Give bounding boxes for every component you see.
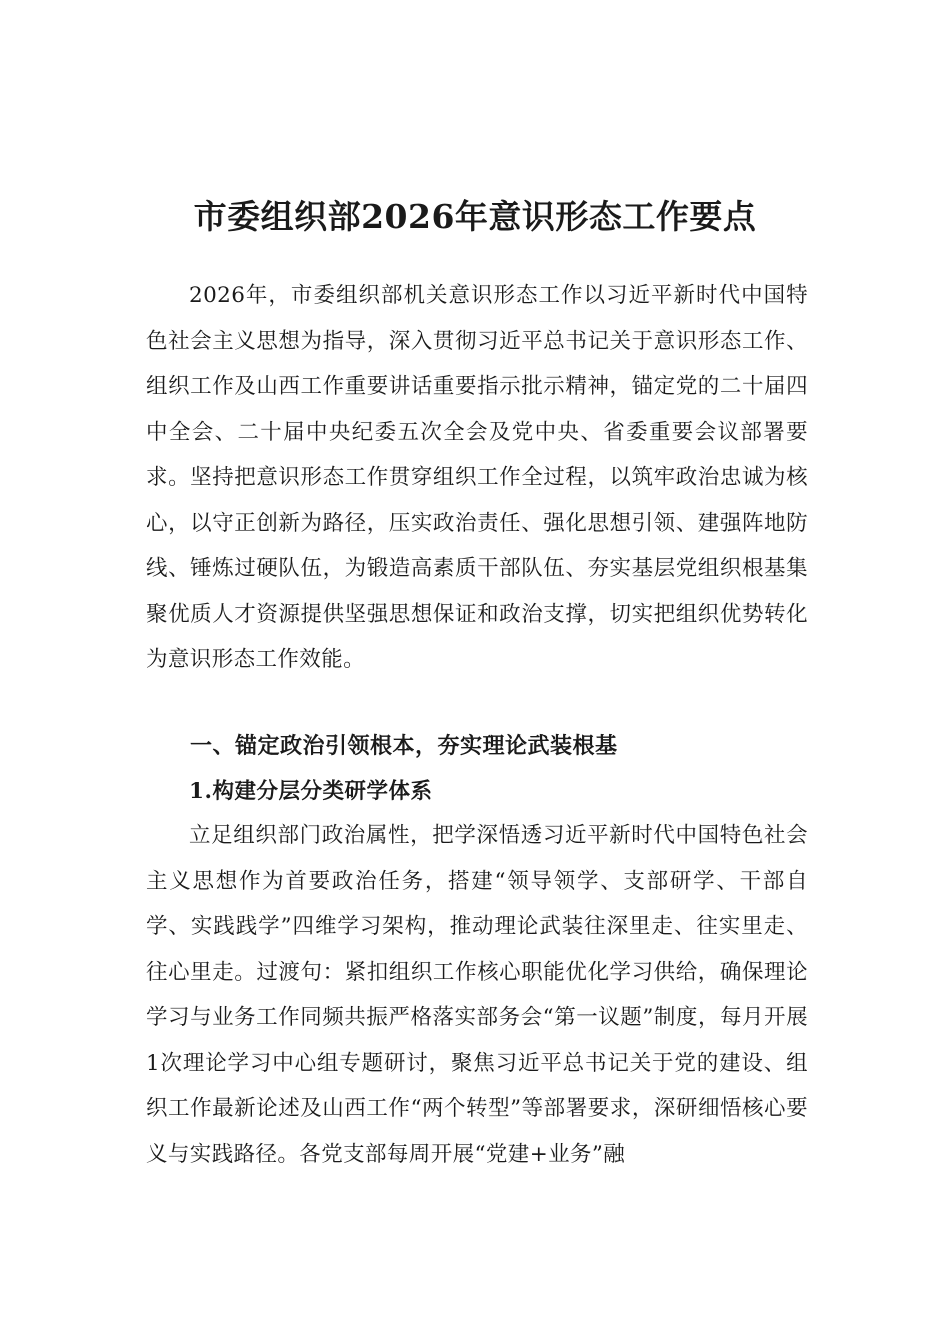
document-title: 市委组织部2026年意识形态工作要点 xyxy=(193,197,757,237)
subsection-1-paragraph: 立足组织部门政治属性，把学深悟透习近平新时代中国特色社会主义思想作为首要政治任务，搭建“领导领学、支部研学、干部自学、实践践学”四维学习架构，推动理论武装往深里走、往实里走、往心里走。过渡句：紧扣组织工作核心职能优化学习供给，确保理论学习与业务工作同频共振严格落实部务会“第一议题”制度，每月开展1次理论学习中心组专题研讨，聚焦习近平总书记关于党的建设、组织工作最新论述及山西工作“两个转型”等部署要求，深研细悟核心要义与实践路径。各党支部每周开展“党建+业务”融 xyxy=(146,823,808,1167)
intro-paragraph: 2026年，市委组织部机关意识形态工作以习近平新时代中国特色社会主义思想为指导，深入贯彻习近平总书记关于意识形态工作、组织工作及山西工作重要讲话重要指示批示精神，锚定党的二十届四中全会、二十届中央纪委五次全会及党中央、省委重要会议部署要求。坚持把意识形态工作贯穿组织工作全过程，以筑牢政治忠诚为核心，以守正创新为路径，压实政治责任、强化思想引领、建强阵地防线、锤炼过硬队伍，为锻造高素质干部队伍、夯实基层党组织根基集聚优质人才资源提供坚强思想保证和政治支撑，切实把组织优势转化为意识形态工作效能。 xyxy=(146,283,808,672)
section-1-heading: 一、锚定政治引领根本，夯实理论武装根基 xyxy=(190,734,618,759)
subsection-1-heading: 1.构建分层分类研学体系 xyxy=(189,779,433,804)
